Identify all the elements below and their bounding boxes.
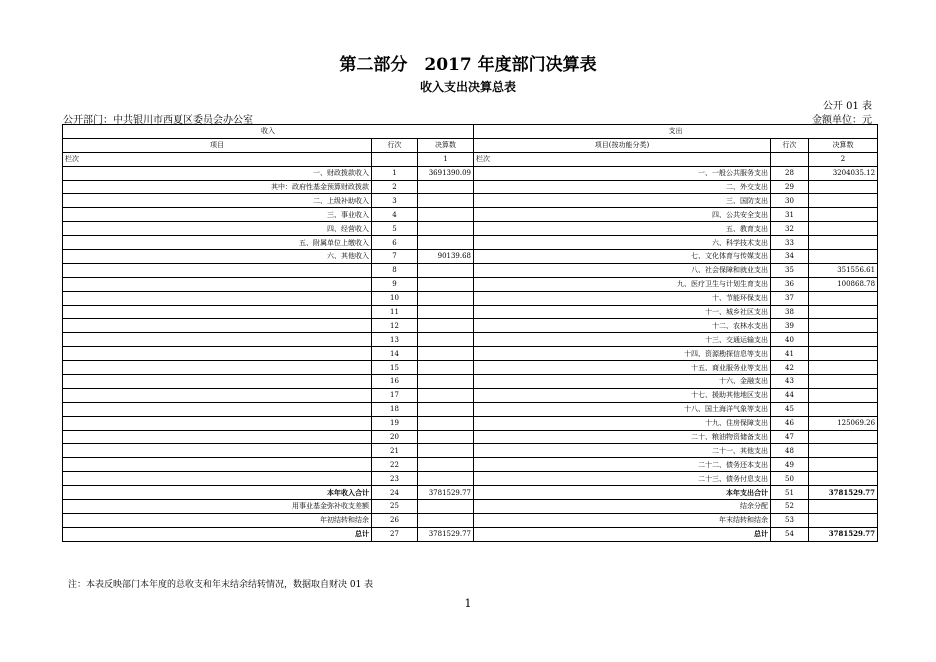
expense-item: 十八、国土海洋气象等支出 — [474, 402, 771, 416]
footnote: 注：本表反映部门本年度的总收支和年末结余结转情况，数据取自财决 01 表 — [68, 580, 374, 590]
table-row — [63, 180, 878, 194]
table-row — [63, 347, 878, 361]
expense-row-no: 54 — [771, 527, 809, 541]
expense-row-no: 29 — [771, 180, 809, 194]
income-item — [63, 263, 372, 277]
expense-amount: 3204035.12 — [809, 166, 878, 180]
table-row — [63, 402, 878, 416]
income-row-no: 23 — [372, 472, 418, 486]
expense-row-no: 42 — [771, 361, 809, 375]
income-row-no: 20 — [372, 430, 418, 444]
income-item: 五、附属单位上缴收入 — [63, 236, 372, 250]
table-row — [63, 486, 878, 500]
expense-item: 十六、金融支出 — [474, 375, 771, 389]
table-row — [63, 333, 878, 347]
income-amount — [418, 402, 474, 416]
income-amount — [418, 236, 474, 250]
expense-row-no: 51 — [771, 486, 809, 500]
income-item: 六、其他收入 — [63, 250, 372, 264]
income-amount — [418, 472, 474, 486]
expense-item: 十二、农林水支出 — [474, 319, 771, 333]
expense-row-no: 38 — [771, 305, 809, 319]
expense-amount: 351556.61 — [809, 263, 878, 277]
table-row — [63, 194, 878, 208]
expense-amount — [809, 222, 878, 236]
lanci-label-expense: 栏次 — [474, 152, 771, 166]
table-row — [63, 458, 878, 472]
income-row-no: 16 — [372, 375, 418, 389]
income-row-no: 5 — [372, 222, 418, 236]
income-item — [63, 305, 372, 319]
expense-row-no: 30 — [771, 194, 809, 208]
income-amount — [418, 361, 474, 375]
income-item — [63, 375, 372, 389]
table-row — [63, 500, 878, 514]
expense-row-no: 46 — [771, 416, 809, 430]
table-row — [63, 291, 878, 305]
income-item — [63, 472, 372, 486]
expense-amount — [809, 347, 878, 361]
expense-amount — [809, 291, 878, 305]
expense-amount: 125069.26 — [809, 416, 878, 430]
expense-row-no: 37 — [771, 291, 809, 305]
table-row — [63, 361, 878, 375]
expense-item: 八、社会保障和就业支出 — [474, 263, 771, 277]
expense-item: 结余分配 — [474, 500, 771, 514]
income-row-no: 2 — [372, 180, 418, 194]
income-item — [63, 444, 372, 458]
table-row — [63, 305, 878, 319]
expense-row-no: 41 — [771, 347, 809, 361]
income-item — [63, 347, 372, 361]
income-row-no: 27 — [372, 527, 418, 541]
expense-row-no: 31 — [771, 208, 809, 222]
income-group-header: 收入 — [63, 125, 474, 139]
expense-amount: 100868.78 — [809, 277, 878, 291]
expense-row-no: 52 — [771, 500, 809, 514]
table-row — [63, 527, 878, 541]
expense-amount: 3781529.77 — [809, 527, 878, 541]
col-header-amount: 决算数 — [418, 138, 474, 152]
lanci-2: 2 — [809, 152, 878, 166]
expense-amount: 3781529.77 — [809, 486, 878, 500]
income-row-no: 7 — [372, 250, 418, 264]
income-amount — [418, 388, 474, 402]
expense-item: 三、国防支出 — [474, 194, 771, 208]
income-item — [63, 361, 372, 375]
table-row — [63, 319, 878, 333]
income-amount: 3781529.77 — [418, 486, 474, 500]
income-item: 总计 — [63, 527, 372, 541]
expense-row-no: 45 — [771, 402, 809, 416]
unit-label: 金额单位：元 — [812, 115, 872, 126]
col-header-item: 项目 — [63, 138, 372, 152]
table-row — [63, 250, 878, 264]
income-amount — [418, 305, 474, 319]
income-item — [63, 430, 372, 444]
income-amount — [418, 263, 474, 277]
expense-item: 十五、商业服务业等支出 — [474, 361, 771, 375]
income-row-no: 21 — [372, 444, 418, 458]
expense-item: 二十二、债务还本支出 — [474, 458, 771, 472]
expense-amount — [809, 194, 878, 208]
lanci-1: 1 — [418, 152, 474, 166]
expense-amount — [809, 361, 878, 375]
income-item: 二、上级补助收入 — [63, 194, 372, 208]
income-row-no: 15 — [372, 361, 418, 375]
expense-item: 十九、住房保障支出 — [474, 416, 771, 430]
form-number: 公开 01 表 — [822, 101, 872, 112]
expense-row-no: 43 — [771, 375, 809, 389]
table-row — [63, 208, 878, 222]
table-row — [63, 513, 878, 527]
page-title: 第二部分 2017 年度部门决算表 — [339, 55, 597, 75]
expense-row-no: 53 — [771, 513, 809, 527]
income-row-no: 25 — [372, 500, 418, 514]
income-amount — [418, 458, 474, 472]
income-item: 本年收入合计 — [63, 486, 372, 500]
income-amount — [418, 375, 474, 389]
income-row-no: 6 — [372, 236, 418, 250]
income-item — [63, 277, 372, 291]
expense-item: 五、教育支出 — [474, 222, 771, 236]
income-item — [63, 416, 372, 430]
income-amount — [418, 277, 474, 291]
table-subtitle: 收入支出决算总表 — [419, 80, 516, 94]
table-row — [63, 444, 878, 458]
income-amount — [418, 444, 474, 458]
expense-amount — [809, 513, 878, 527]
income-amount — [418, 416, 474, 430]
expense-amount — [809, 305, 878, 319]
expense-amount — [809, 250, 878, 264]
expense-amount — [809, 430, 878, 444]
income-row-no: 9 — [372, 277, 418, 291]
income-row-no: 11 — [372, 305, 418, 319]
income-amount — [418, 319, 474, 333]
income-amount — [418, 513, 474, 527]
income-amount — [418, 500, 474, 514]
lanci-label: 栏次 — [63, 152, 372, 166]
expense-amount — [809, 500, 878, 514]
table-row — [63, 166, 878, 180]
income-row-no: 13 — [372, 333, 418, 347]
expense-amount — [809, 402, 878, 416]
expense-amount — [809, 375, 878, 389]
income-row-no: 24 — [372, 486, 418, 500]
expense-item: 一、一般公共服务支出 — [474, 166, 771, 180]
budget-table — [62, 124, 878, 542]
income-amount — [418, 180, 474, 194]
expense-item: 二十三、债务付息支出 — [474, 472, 771, 486]
expense-amount — [809, 458, 878, 472]
table-row — [63, 472, 878, 486]
income-row-no: 18 — [372, 402, 418, 416]
expense-row-no: 49 — [771, 458, 809, 472]
expense-row-no: 48 — [771, 444, 809, 458]
expense-item: 二十、粮油物资储备支出 — [474, 430, 771, 444]
table-row — [63, 263, 878, 277]
table-row — [63, 388, 878, 402]
expense-row-no: 34 — [771, 250, 809, 264]
lanci-blank — [372, 152, 418, 166]
income-row-no: 22 — [372, 458, 418, 472]
table-row — [63, 236, 878, 250]
income-row-no: 4 — [372, 208, 418, 222]
col-header-item-expense: 项目(按功能分类) — [474, 138, 771, 152]
expense-amount — [809, 472, 878, 486]
lanci-blank-expense — [771, 152, 809, 166]
income-row-no: 26 — [372, 513, 418, 527]
income-amount — [418, 194, 474, 208]
income-row-no: 8 — [372, 263, 418, 277]
expense-item: 十一、城乡社区支出 — [474, 305, 771, 319]
income-amount — [418, 222, 474, 236]
income-amount: 90139.68 — [418, 250, 474, 264]
table-row — [63, 375, 878, 389]
expense-amount — [809, 180, 878, 194]
income-row-no: 19 — [372, 416, 418, 430]
expense-amount — [809, 333, 878, 347]
expense-item: 十七、援助其他地区支出 — [474, 388, 771, 402]
expense-item: 九、医疗卫生与计划生育支出 — [474, 277, 771, 291]
expense-item: 二、外交支出 — [474, 180, 771, 194]
expense-item: 总计 — [474, 527, 771, 541]
expense-row-no: 35 — [771, 263, 809, 277]
expense-row-no: 47 — [771, 430, 809, 444]
income-item: 年初结转和结余 — [63, 513, 372, 527]
income-item — [63, 458, 372, 472]
income-row-no: 1 — [372, 166, 418, 180]
income-row-no: 10 — [372, 291, 418, 305]
expense-item: 年末结转和结余 — [474, 513, 771, 527]
income-item — [63, 402, 372, 416]
income-item — [63, 333, 372, 347]
expense-row-no: 39 — [771, 319, 809, 333]
expense-row-no: 50 — [771, 472, 809, 486]
expense-row-no: 44 — [771, 388, 809, 402]
income-item: 四、经营收入 — [63, 222, 372, 236]
expense-amount — [809, 319, 878, 333]
income-item: 一、财政拨款收入 — [63, 166, 372, 180]
income-amount — [418, 347, 474, 361]
expense-amount — [809, 388, 878, 402]
department-label: 公开部门：中共银川市西夏区委员会办公室 — [63, 115, 253, 126]
income-row-no: 17 — [372, 388, 418, 402]
income-item — [63, 388, 372, 402]
expense-amount — [809, 208, 878, 222]
expense-group-header: 支出 — [474, 125, 878, 139]
page-number: 1 — [464, 597, 472, 610]
col-header-amount-expense: 决算数 — [809, 138, 878, 152]
income-item — [63, 319, 372, 333]
expense-row-no: 28 — [771, 166, 809, 180]
income-amount — [418, 430, 474, 444]
expense-item: 本年支出合计 — [474, 486, 771, 500]
expense-item: 十三、交通运输支出 — [474, 333, 771, 347]
income-amount: 3781529.77 — [418, 527, 474, 541]
expense-item: 二十一、其他支出 — [474, 444, 771, 458]
table-row — [63, 416, 878, 430]
expense-amount — [809, 444, 878, 458]
expense-item: 七、文化体育与传媒支出 — [474, 250, 771, 264]
income-amount — [418, 208, 474, 222]
table-row — [63, 222, 878, 236]
income-row-no: 12 — [372, 319, 418, 333]
income-item: 其中：政府性基金预算财政拨款 — [63, 180, 372, 194]
col-header-row: 行次 — [372, 138, 418, 152]
income-item: 用事业基金弥补收支差额 — [63, 500, 372, 514]
table-row — [63, 277, 878, 291]
income-item — [63, 291, 372, 305]
expense-item: 十、节能环保支出 — [474, 291, 771, 305]
income-row-no: 14 — [372, 347, 418, 361]
expense-row-no: 33 — [771, 236, 809, 250]
table-row — [63, 430, 878, 444]
expense-item: 四、公共安全支出 — [474, 208, 771, 222]
income-row-no: 3 — [372, 194, 418, 208]
expense-item: 六、科学技术支出 — [474, 236, 771, 250]
expense-row-no: 32 — [771, 222, 809, 236]
income-amount: 3691390.09 — [418, 166, 474, 180]
col-header-row-expense: 行次 — [771, 138, 809, 152]
expense-amount — [809, 236, 878, 250]
income-item: 三、事业收入 — [63, 208, 372, 222]
income-amount — [418, 333, 474, 347]
income-amount — [418, 291, 474, 305]
expense-row-no: 40 — [771, 333, 809, 347]
expense-item: 十四、资源勘探信息等支出 — [474, 347, 771, 361]
expense-row-no: 36 — [771, 277, 809, 291]
